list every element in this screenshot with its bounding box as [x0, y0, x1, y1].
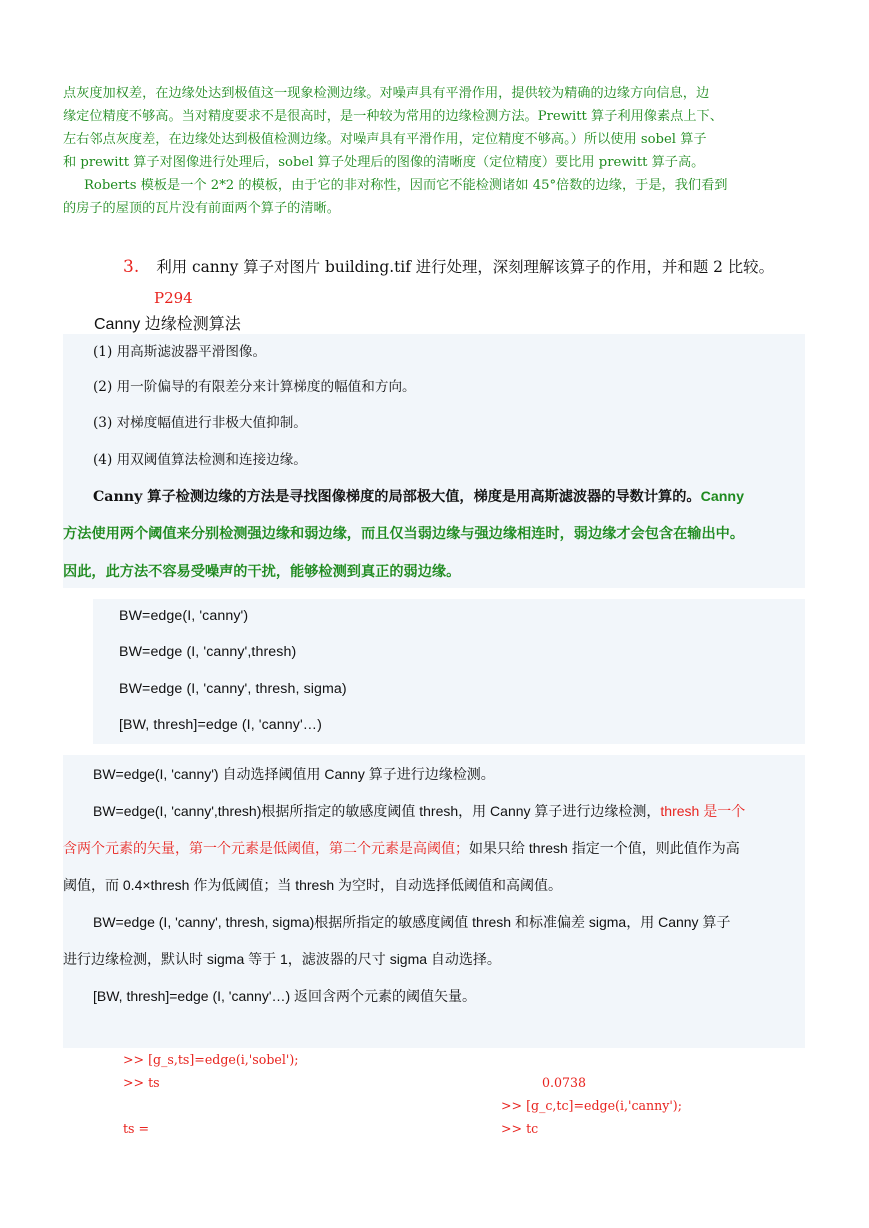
output-value: 0.0738 — [542, 1075, 587, 1090]
code-line: [BW, thresh]=edge (I, 'canny'…) — [119, 717, 322, 733]
intro-line: 缘定位精度不够高。当对精度要求不是很高时，是一种较为常用的边缘检测方法。Prewitt 算子利用像素点上下、 — [63, 109, 723, 124]
summary-green-start: Canny — [700, 489, 744, 505]
step-item: (2) 用一阶偏导的有限差分来计算梯度的幅值和方向。 — [93, 379, 416, 395]
desc-highlight: 含两个元素的矢量，第一个元素是低阈值，第二个元素是高阈值； — [63, 840, 469, 856]
output-line: >> [g_s,ts]=edge(i,'sobel'); — [123, 1052, 299, 1067]
desc-line — [63, 941, 805, 978]
step-item: (1) 用高斯滤波器平滑图像。 — [93, 344, 267, 360]
desc-text: 进行边缘检测，默认时 sigma 等于 1，滤波器的尺寸 sigma 自动选择。 — [63, 951, 501, 967]
intro-line: 的房子的屋顶的瓦片没有前面两个算子的清晰。 — [63, 201, 340, 216]
intro-line: 左右邻点灰度差，在边缘处达到极值检测边缘。对噪声具有平滑作用，定位精度不够高。）所以使用 sobel 算子 — [63, 132, 707, 147]
desc-line — [63, 978, 805, 1015]
step-item: (4) 用双阈值算法检测和连接边缘。 — [93, 452, 307, 468]
intro-line: 点灰度加权差，在边缘处达到极值这一现象检测边缘。对噪声具有平滑作用，提供较为精确的边缘方向信息，边 — [63, 86, 710, 101]
summary-line: 因此，此方法不容易受噪声的干扰，能够检测到真正的弱边缘。 — [63, 564, 461, 580]
question-heading — [123, 255, 774, 277]
desc-line — [63, 793, 805, 830]
desc-text: [BW, thresh]=edge (I, 'canny'…) 返回含两个元素的阈值矢量。 — [93, 988, 477, 1004]
summary-line: 方法使用两个阈值来分别检测强边缘和弱边缘，而且仅当弱边缘与强边缘相连时，弱边缘才会包含在输出中。 — [63, 526, 745, 542]
desc-text: BW=edge (I, 'canny', thresh, sigma)根据所指定的敏感度阈值 thresh 和标准偏差 sigma，用 Canny 算子 — [93, 914, 731, 930]
summary-black: Canny 算子检测边缘的方法是寻找图像梯度的局部极大值，梯度是用高斯滤波器的导数计算的。 — [93, 489, 701, 505]
desc-text: BW=edge(I, 'canny',thresh)根据所指定的敏感度阈值 thresh，用 Canny 算子进行边缘检测， — [93, 803, 661, 819]
step-item: (3) 对梯度幅值进行非极大值抑制。 — [93, 415, 307, 431]
desc-text: 如果只给 thresh 指定一个值，则此值作为高 — [469, 840, 740, 856]
intro-line: Roberts 模板是一个 2*2 的模板，由于它的非对称性，因而它不能检测诸如 45°倍数的边缘，于是，我们看到 — [84, 178, 728, 193]
canny-summary — [93, 486, 744, 506]
page-reference: P294 — [154, 289, 193, 307]
desc-highlight: thresh 是一个 — [660, 803, 746, 819]
desc-line — [63, 867, 805, 904]
desc-text: 阈值，而 0.4×thresh 作为低阈值；当 thresh 为空时，自动选择低阈值和高阈值。 — [63, 877, 563, 893]
code-line: BW=edge (I, 'canny', thresh, sigma) — [119, 681, 347, 697]
output-line: >> ts — [123, 1075, 160, 1090]
desc-text: BW=edge(I, 'canny') 自动选择阈值用 Canny 算子进行边缘检测。 — [93, 766, 495, 782]
description-block — [63, 756, 805, 1015]
question-text: 利用 canny 算子对图片 building.tif 进行处理，深刻理解该算子的作用，并和题 2 比较。 — [156, 258, 774, 276]
desc-line — [63, 830, 805, 867]
output-line: >> [g_c,tc]=edge(i,'canny'); — [501, 1098, 682, 1113]
desc-line — [63, 904, 805, 941]
intro-paragraph — [63, 82, 815, 220]
output-line: ts = — [123, 1121, 150, 1136]
output-line: >> tc — [501, 1121, 539, 1136]
code-line: BW=edge(I, 'canny') — [119, 608, 249, 624]
intro-line: 和 prewitt 算子对图像进行处理后，sobel 算子处理后的图像的清晰度（定位精度）要比用 prewitt 算子高。 — [63, 155, 705, 170]
section-title: Canny 边缘检测算法 — [94, 316, 241, 333]
question-number: 3. — [123, 257, 140, 277]
desc-line — [63, 756, 805, 793]
code-line: BW=edge (I, 'canny',thresh) — [119, 644, 297, 660]
